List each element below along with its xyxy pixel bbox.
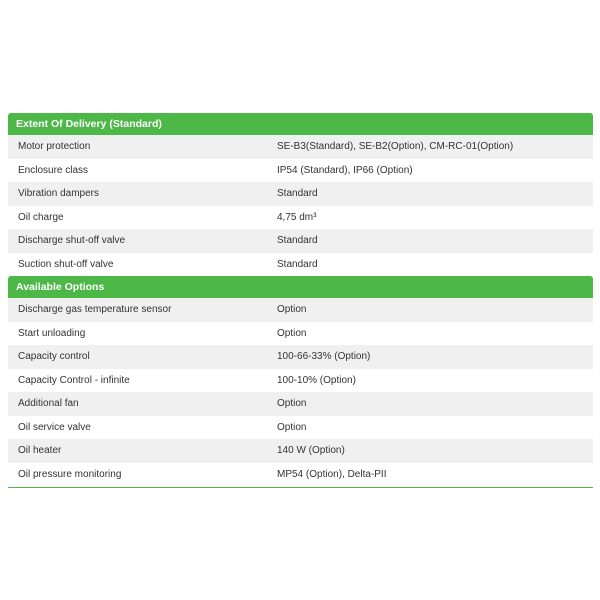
options-rows [8,298,593,486]
table-row [8,298,593,322]
table-row [8,439,593,463]
table-row [8,253,593,277]
table-row [8,159,593,183]
row-value: Option [277,421,307,433]
row-value: 140 W (Option) [277,445,345,457]
row-label: Suction shut-off valve [18,258,114,270]
table-row [8,182,593,206]
table-row [8,322,593,346]
row-value: IP54 (Standard), IP66 (Option) [277,164,413,176]
row-label: Enclosure class [18,164,89,176]
table-bottom-divider [8,487,593,488]
row-value: 4,75 dm³ [277,211,317,223]
row-label: Oil heater [18,445,62,457]
section-header-options: Available Options [8,276,593,298]
section-header-standard: Extent Of Delivery (Standard) [8,113,593,135]
row-value: SE-B3(Standard), SE-B2(Option), CM-RC-01(Option) [277,141,514,153]
table-row [8,135,593,159]
row-label: Discharge gas temperature sensor [18,304,172,316]
row-value: Option [277,398,307,410]
table-row [8,392,593,416]
row-value: 100-66-33% (Option) [277,351,371,363]
row-label: Vibration dampers [18,188,99,200]
row-value: Standard [277,235,318,247]
table-row [8,345,593,369]
row-value: MP54 (Option), Delta-PII [277,468,387,480]
row-label: Start unloading [18,327,86,339]
table-row [8,369,593,393]
row-value: Option [277,304,307,316]
spec-table [8,113,593,488]
row-label: Capacity Control - infinite [18,374,130,386]
table-row [8,206,593,230]
row-value: Standard [277,188,318,200]
table-row [8,463,593,487]
row-value: Standard [277,258,318,270]
row-label: Oil charge [18,211,64,223]
row-label: Capacity control [18,351,90,363]
table-row [8,229,593,253]
row-label: Oil pressure monitoring [18,468,122,480]
row-value: 100-10% (Option) [277,374,356,386]
row-label: Oil service valve [18,421,91,433]
row-label: Additional fan [18,398,79,410]
row-value: Option [277,327,307,339]
table-row [8,416,593,440]
row-label: Motor protection [18,141,91,153]
row-label: Discharge shut-off valve [18,235,126,247]
standard-rows [8,135,593,276]
